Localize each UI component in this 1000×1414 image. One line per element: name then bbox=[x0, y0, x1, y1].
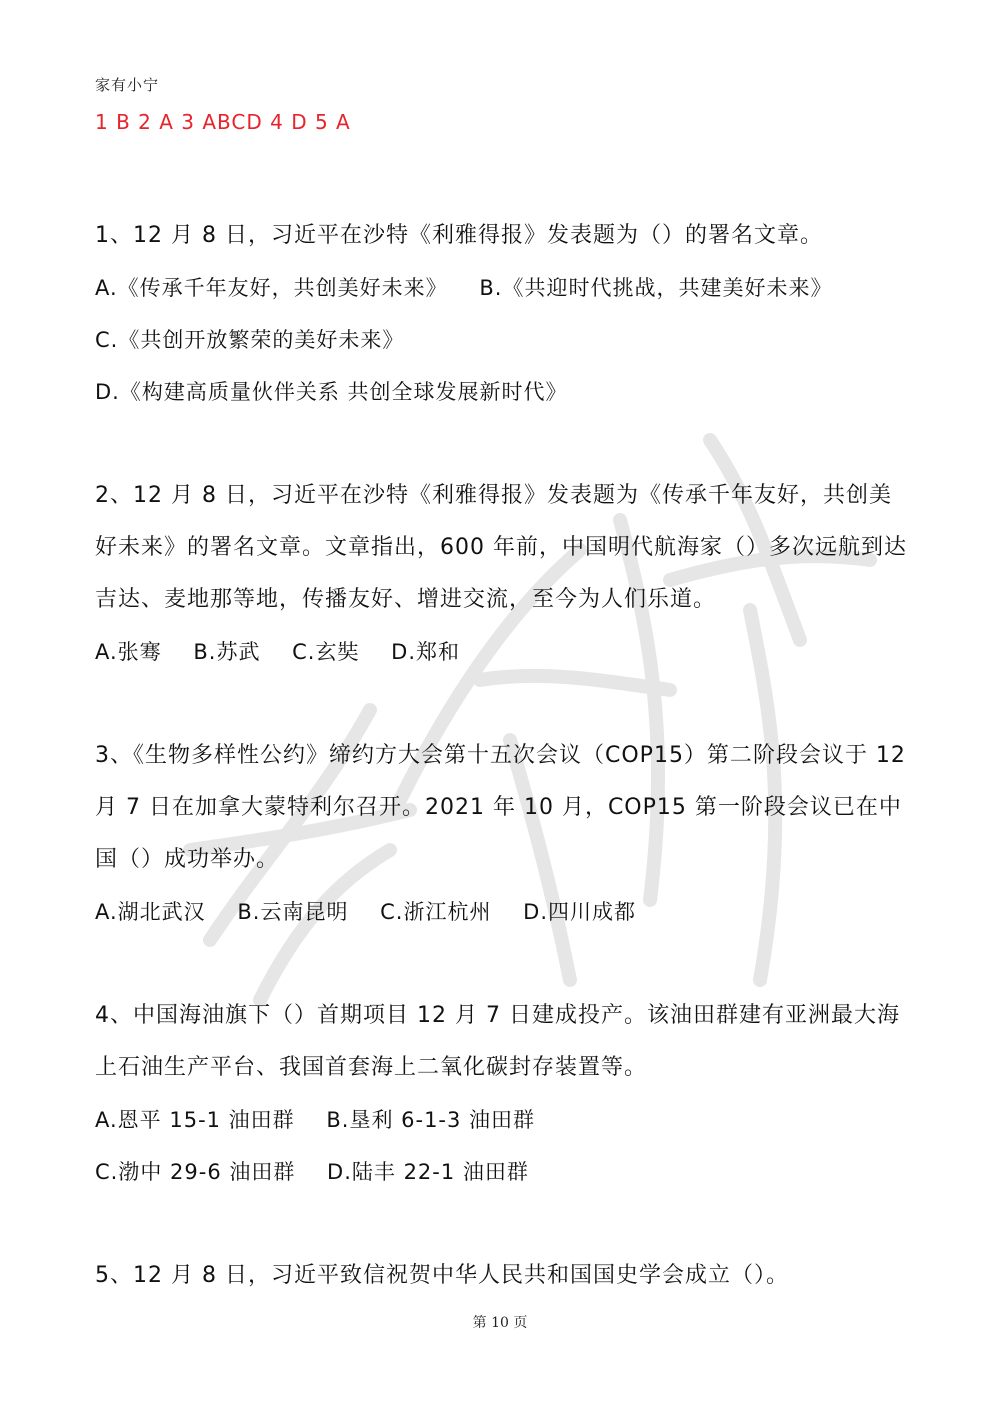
option: B.云南昆明 bbox=[237, 900, 349, 924]
option: B.垦利 6-1-3 油田群 bbox=[326, 1108, 536, 1132]
option: D.《构建高质量伙伴关系 共创全球发展新时代》 bbox=[95, 380, 568, 404]
options-list bbox=[95, 886, 910, 938]
question-5 bbox=[95, 1250, 910, 1302]
options-list bbox=[95, 262, 910, 418]
question-3 bbox=[95, 730, 910, 938]
option-line bbox=[95, 262, 910, 314]
option: C.玄奘 bbox=[292, 640, 360, 664]
question-list bbox=[95, 210, 910, 1354]
option: C.《共创开放繁荣的美好未来》 bbox=[95, 328, 405, 352]
option: D.陆丰 22-1 油田群 bbox=[327, 1160, 529, 1184]
option: D.郑和 bbox=[391, 640, 461, 664]
question-stem: 3、《生物多样性公约》缔约方大会第十五次会议（COP15）第二阶段会议于 12 月 7 日在加拿大蒙特利尔召开。2021 年 10 月，COP15 第一阶段会议已在中国（）成功举办。 bbox=[95, 743, 906, 872]
answer-key: 1 B 2 A 3 ABCD 4 D 5 A bbox=[95, 110, 351, 134]
question-1 bbox=[95, 210, 910, 418]
question-stem: 5、12 月 8 日，习近平致信祝贺中华人民共和国国史学会成立（）。 bbox=[95, 1263, 789, 1288]
option-line bbox=[95, 1094, 910, 1146]
option: C.浙江杭州 bbox=[380, 900, 492, 924]
option-line bbox=[95, 314, 910, 366]
question-stem: 2、12 月 8 日，习近平在沙特《利雅得报》发表题为《传承千年友好，共创美好未来》的署名文章。文章指出，600 年前，中国明代航海家（）多次远航到达吉达、麦地那等地，传播友好、增进交流，至今为人们乐道。 bbox=[95, 483, 907, 612]
option: C.渤中 29-6 油田群 bbox=[95, 1160, 296, 1184]
option: A.张骞 bbox=[95, 640, 162, 664]
question-stem: 1、12 月 8 日，习近平在沙特《利雅得报》发表题为（）的署名文章。 bbox=[95, 223, 823, 248]
question-4 bbox=[95, 990, 910, 1198]
options-list bbox=[95, 1094, 910, 1198]
option-line bbox=[95, 886, 910, 938]
options-list bbox=[95, 626, 910, 678]
question-2 bbox=[95, 470, 910, 678]
option: B.《共迎时代挑战，共建美好未来》 bbox=[479, 276, 833, 300]
option: A.恩平 15-1 油田群 bbox=[95, 1108, 295, 1132]
page-number: 第 10 页 bbox=[472, 1315, 528, 1331]
option: A.湖北武汉 bbox=[95, 900, 206, 924]
option-line bbox=[95, 1146, 910, 1198]
option-line bbox=[95, 366, 910, 418]
option-line bbox=[95, 626, 910, 678]
option: B.苏武 bbox=[193, 640, 261, 664]
option: D.四川成都 bbox=[523, 900, 637, 924]
option: A.《传承千年友好，共创美好未来》 bbox=[95, 276, 448, 300]
question-stem: 4、中国海油旗下（）首期项目 12 月 7 日建成投产。该油田群建有亚洲最大海上石油生产平台、我国首套海上二氧化碳封存装置等。 bbox=[95, 1003, 900, 1080]
document-header: 家有小宁 bbox=[95, 76, 160, 94]
